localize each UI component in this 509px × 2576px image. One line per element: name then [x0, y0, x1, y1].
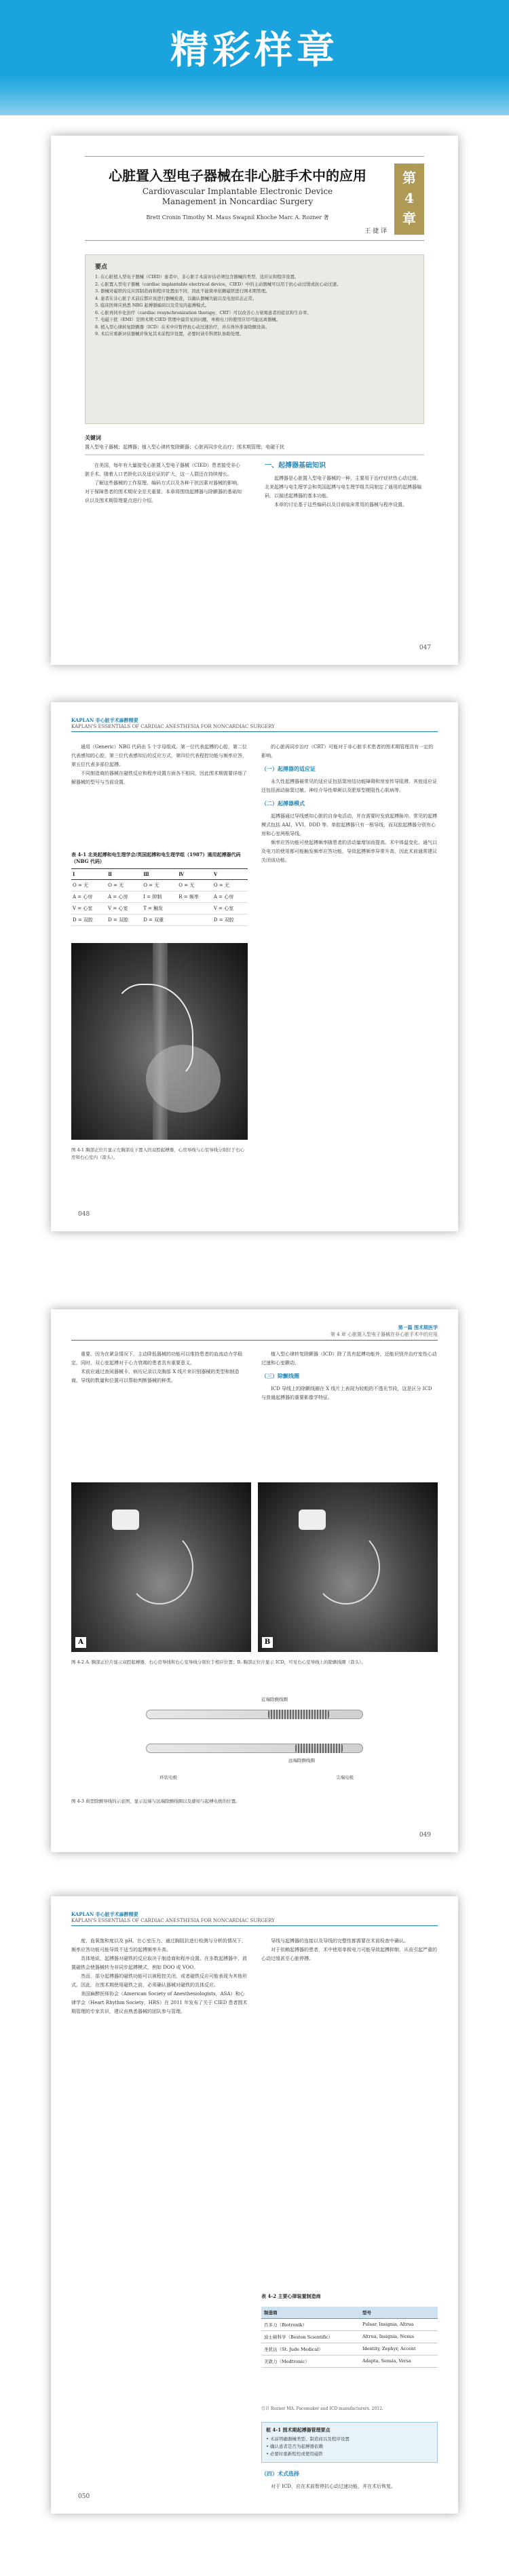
keywords-text: 置入型电子器械；起搏器；植入型心律转复除颤器；心脏再同步化治疗；围术期管理；电磁干扰 — [85, 444, 284, 450]
table-cell — [177, 915, 212, 926]
paragraph: 永久性起搏器最常见的适应证包括窦房结功能障碍和房室传导阻滞。其他适应证还包括颈动脉窦过敏、神经介导性晕厥以及肥厚型梗阻性心肌病等。 — [261, 779, 437, 793]
paragraph: 植入型心律转复除颤器（ICD）除了具有起搏功能外，还能识别并治疗室性心动过速和心室颤动。 — [261, 1351, 437, 1366]
xray-lead-wire — [312, 1530, 380, 1604]
body-column-right — [261, 1937, 438, 1963]
table-caption: 表 4-1 北美起搏和电生理学会/英国起搏和电生理学组（1987）通用起搏器代码（NBG 代码） — [71, 851, 241, 864]
paragraph: 了解这些器械的工作原理、编码方式以及各种干扰因素对器械的影响，对于保障患者的围术期安全至关重要。本章将围绕起搏器与除颤器的基础知识以及围术期管理要点进行介绍。 — [85, 480, 242, 503]
table-row — [71, 903, 248, 915]
table-cell: O = 无 — [177, 880, 212, 891]
running-header-cn: KAPLAN 非心脏手术麻醉精要 — [71, 717, 138, 723]
paragraph: 美国麻醉医师协会（American Society of Anesthesiologists，ASA）和心律学会（Heart Rhythm Society，HRS）在 2011 年发布了关于 CIED 患者围术期管理的专家共识，建议由熟悉器械的团队参与管理。 — [71, 1991, 248, 2014]
table-cell: D = 双重 — [142, 915, 177, 926]
body-column-right — [261, 1350, 438, 1402]
paragraph: ICD 导线上的除颤线圈在 X 线片上表现为较粗的不透光节段，这是区分 ICD 与普通起搏器的重要影像学特征。 — [261, 1386, 432, 1400]
banner-title: 精彩样章 — [170, 28, 339, 73]
running-header — [71, 1324, 438, 1341]
table-cell: O = 无 — [107, 880, 142, 891]
table-header-row — [261, 2307, 438, 2319]
subsection-title: （三）除颤线圈 — [261, 1372, 299, 1379]
table-row — [261, 2319, 438, 2331]
info-box-heading: 框 4-1 围术期起搏器管理要点 — [266, 2427, 331, 2433]
chapter-badge-number: 4 — [404, 190, 414, 206]
running-header — [71, 717, 438, 732]
sample-page-4 — [51, 1896, 458, 2514]
paragraph: 在美国，每年有大量接受心脏置入型电子器械（CIED）患者接受非心脏手术。随着人口老龄化以及适应证的扩大，这一人群还在持续增长。 — [85, 463, 240, 477]
body-column-left — [71, 1937, 248, 2016]
table-cell — [177, 903, 212, 915]
figure-caption: 图 4-1 胸部正位片显示左胸部皮下置入的双腔起搏器，心房导线与心室导线分别位于右心房和右心室内（箭头）。 — [71, 1147, 245, 1160]
chest-xray-image — [71, 943, 248, 1140]
body-column-left — [71, 743, 248, 787]
paragraph: 然而，部分起搏器的磁铁功能可以被程控关闭，或者磁铁反应可能表现为其他形式。因此，在围术期使用磁铁之前，必须确认器械对磁铁的具体反应。 — [71, 1974, 247, 1988]
table-row — [261, 2331, 438, 2343]
paragraph: 度、血氧饱和度以及 pH。在心室压力、通过胸阻抗进行检测与分析的情况下，频率应答功能可能导致不适当的起搏频率升高。 — [71, 1938, 246, 1953]
table-cell: R = 频率 — [177, 891, 212, 903]
table-cell: 圣犹达（St. Jude Medical） — [261, 2343, 360, 2356]
figure-label-a: A — [75, 1637, 86, 1648]
table-row — [261, 2343, 438, 2356]
defibrillator-lead-diagram — [132, 1689, 377, 1798]
running-header — [71, 1911, 438, 1926]
table-cell: O = 无 — [71, 880, 107, 891]
info-box-item: • 确认患者是否为起搏器依赖 — [266, 2444, 323, 2449]
subsection-title: （四）术式选择 — [261, 2470, 299, 2477]
table-cell: Pulsar, Insignia, Altrua — [360, 2319, 438, 2331]
lead-body — [146, 1710, 363, 1719]
chapter-badge-label-top: 第 — [402, 170, 416, 186]
table-cell: 美敦力（Medtronic） — [261, 2356, 360, 2368]
distal-coil — [295, 1744, 343, 1753]
paragraph: 具体地说，起搏器对磁铁的反应取决于制造商和程序设置。在多数起搏器中，放置磁铁会使器械转为非同步起搏模式，例如 DOO 或 VOO。 — [71, 1956, 247, 1970]
table-cell: A = 心房 — [212, 891, 248, 903]
diagram-label: 远端除颤线圈 — [288, 1758, 315, 1763]
key-point: 6. 心脏再同步化治疗（cardiac resynchronization therapy，CRT）可以改善心力衰竭患者的症状和生存率。 — [95, 309, 312, 315]
section-title: 一、起搏器基础知识 — [265, 462, 326, 469]
diagram-label: 近端除颤线圈 — [261, 1697, 288, 1702]
table-cell: O = 无 — [212, 880, 248, 891]
chapter-badge — [394, 164, 424, 235]
body-column-left — [71, 1350, 248, 1385]
table-cell: 百多力（Biotronik） — [261, 2319, 360, 2331]
page-number: 048 — [78, 1211, 90, 1218]
table-cell: D = 双腔 — [212, 915, 248, 926]
paragraph: 对于依赖起搏器的患者，术中使用单极电刀可能导致起搏抑制，从而引起严重的心动过缓甚至心脏停搏。 — [261, 1947, 437, 1961]
table-cell: V = 心室 — [212, 903, 248, 915]
table-cell: V = 心室 — [71, 903, 107, 915]
table-row — [71, 891, 248, 903]
running-header-part: 第一篇 围术期医学 — [398, 1324, 438, 1330]
table-cell: V = 心室 — [107, 903, 142, 915]
info-box — [261, 2422, 438, 2463]
table-header-row — [71, 869, 248, 880]
table-header-cell: 制造商 — [261, 2307, 360, 2319]
table-header-cell: 型号 — [360, 2307, 438, 2319]
sample-page-3 — [51, 1309, 458, 1852]
sample-page-2 — [51, 702, 458, 1231]
key-point: 3. 器械对磁铁的反应因制造商和程序设置而不同，因此不能简单依赖磁铁进行围术期管理。 — [95, 288, 270, 294]
diagram-label: 尖端电极 — [336, 1775, 354, 1780]
chapter-translator: 王 捷 译 — [364, 228, 387, 235]
table-cell: A = 心房 — [107, 891, 142, 903]
paragraph: 起搏器通过导线感知心脏的自身电活动，并在需要时发放起搏脉冲。常见的起搏模式包括 AAI、VVI、DDD 等。单腔起搏器只有一根导线，而双腔起搏器分别有心房和心室两根导线。 — [261, 813, 437, 837]
key-points-box — [85, 254, 424, 424]
table-cell: A = 心房 — [71, 891, 107, 903]
paragraph: 频率应答功能可使起搏频率随患者的活动量增加而提高。术中体温变化、通气以及电刀的使用都可能触发频率应答功能，导致起搏频率异常升高，因此术前通常建议关闭该功能。 — [261, 840, 437, 863]
diagram-label: 环状电极 — [159, 1775, 177, 1780]
chapter-title-box — [85, 156, 424, 241]
table-cell: Adapta, Sensia, Versa — [360, 2356, 438, 2368]
xray-device — [112, 1510, 139, 1530]
running-header-en: KAPLAN'S ESSENTIALS OF CARDIAC ANESTHESIA FOR NONCARDIAC SURGERY — [71, 724, 275, 729]
page-number: 050 — [78, 2493, 90, 2500]
xray-device — [299, 1510, 326, 1530]
table-header-cell: Ⅰ — [71, 869, 107, 880]
key-point: 8. 植入型心律转复除颤器（ICD）在术中应暂停抗心动过速治疗，并在体外准备除颤设备。 — [95, 324, 270, 330]
table-header-cell: Ⅱ — [107, 869, 142, 880]
key-point: 9. 术后应重新评估器械并恢复其术前程序设置，必要时请专科团队协助处理。 — [95, 331, 244, 337]
xray-lead-wire — [126, 1530, 193, 1604]
table-cell: O = 无 — [142, 880, 177, 891]
body-column-right — [265, 461, 424, 510]
table-header-cell: Ⅴ — [212, 869, 248, 880]
table-header-cell: Ⅳ — [177, 869, 212, 880]
xray-pacer-lead — [112, 984, 193, 1079]
chapter-title-en — [85, 187, 390, 207]
running-header-chapter: 第 4 章 心脏置入型电子器械在非心脏手术中的应用 — [330, 1332, 438, 1337]
paragraph: 重要。因为在紧急情况下，主动降低器械的功能可以维持患者的血流动力学稳定。同时，双心室起搏对于心力衰竭的患者具有重要意义。 — [71, 1351, 242, 1366]
paragraph: 导线与起搏器的连接以及导线的完整性都需要在术前检查中确认。 — [271, 1938, 409, 1944]
subsection-title: （一）起搏器的适应证 — [261, 765, 316, 772]
paragraph: 对于 ICD，应在术前暂停抗心动过速功能，并在术后恢复。 — [271, 2484, 396, 2489]
figure-caption: 图 4-3 典型除颤导线的示意图，显示近端与远端除颤线圈以及感知与起搏电极的位置。 — [71, 1799, 240, 1804]
keywords-heading: 关键词 — [85, 434, 101, 441]
table-row — [71, 915, 248, 926]
subsection-title: （二）起搏器模式 — [261, 800, 305, 807]
running-header-en: KAPLAN'S ESSENTIALS OF CARDIAC ANESTHESIA FOR NONCARDIAC SURGERY — [71, 1918, 275, 1923]
key-point: 4. 患者在非心脏手术前后都应该进行器械检查，以确认器械功能以及电池状态正常。 — [95, 295, 257, 301]
table-cell: Altrua, Insignia, Nexus — [360, 2331, 438, 2343]
running-header-cn: KAPLAN 非心脏手术麻醉精要 — [71, 1911, 138, 1917]
figure-caption: 图 4-2 A. 胸部正位片显示双腔起搏器，右心房导线和右心室导线分别位于相应位置；B. 胸部正位片显示 ICD，可见右心室导线上的除颤线圈（箭头）。 — [71, 1659, 366, 1665]
manufacturer-table — [261, 2307, 438, 2368]
chapter-authors: Brett Cronin Timothy M. Maus Swapnil Khoche Marc A. Rozner 著 — [146, 214, 329, 220]
chest-xray-b — [258, 1482, 438, 1652]
body-column-right-lower — [261, 2469, 438, 2491]
table-cell: 波士顿科学（Boston Scientific） — [261, 2331, 360, 2343]
figure-label-b: B — [262, 1637, 273, 1648]
paragraph: 起搏器是心脏置入型电子器械的一种，主要用于治疗症状性心动过缓。北美起搏与电生理学会和英国起搏与电生理学组共同制定了通用的起搏器编码，以描述起搏器的基本功能。 — [265, 476, 421, 499]
key-point: 7. 电磁干扰（EMI）是围术期 CIED 管理中最常见的问题，单极电刀的使用应尽可能远离器械。 — [95, 317, 281, 322]
chest-xray-a — [71, 1482, 251, 1652]
table-caption: 表 4-2 主要心律装置制造商 — [261, 2293, 321, 2299]
keywords — [85, 434, 424, 455]
table-cell: I = 抑制 — [142, 891, 177, 903]
body-column-left — [85, 461, 244, 505]
chapter-badge-label-bottom: 章 — [402, 210, 416, 227]
sample-page-1 — [51, 136, 458, 665]
chapter-title-en-line-1: Cardiovascular Implantable Electronic Device — [142, 187, 333, 196]
nbg-code-table — [71, 868, 248, 926]
key-point: 2. 心脏置入型电子器械（cardiac implantable electrical device，CIED）中的主动器械可以用于抗心动过缓或抗心动过速。 — [95, 281, 341, 287]
table-row — [71, 880, 248, 891]
info-box-item: • 术前明确器械类型、制造商以及程序设置 — [266, 2436, 350, 2442]
paragraph: 本章的讨论基于这些编码以及目前临床常用的器械与程序设置。 — [274, 502, 407, 507]
banner-photo-strip — [0, 75, 509, 115]
info-box-item: • 必要时重新程控或使用磁铁 — [266, 2451, 323, 2457]
key-points-heading: 要点 — [95, 264, 108, 271]
chapter-title-cn: 心脏置入型电子器械在非心脏手术中的应用 — [109, 168, 366, 184]
paragraph: 的心脏再同步治疗（CRT）可能对于非心脏手术患者的围术期管理具有一定的影响。 — [261, 744, 434, 758]
table-header-cell: Ⅲ — [142, 869, 177, 880]
table-cell: D = 双腔 — [107, 915, 142, 926]
paragraph: 术前应通过查阅器械卡、病历记录以及胸部 X 线片来识别器械的类型和制造商。导线的数量和位置可以帮助判断器械的种类。 — [71, 1369, 240, 1383]
banner — [0, 0, 509, 115]
table-row — [261, 2356, 438, 2368]
table-cell: T = 触发 — [142, 903, 177, 915]
paragraph: 不同制造商的器械在磁铁反应和程序设置方面各不相同，因此围术期需要详细了解器械的型号与当前设置。 — [71, 771, 247, 785]
page-number: 049 — [419, 1832, 431, 1839]
table-cell: Identity, Zephyr, Accent — [360, 2343, 438, 2356]
table-note: 引自 Rozner MA. Pacemaker and ICD manufacturers. 2012. — [261, 2406, 383, 2411]
table-cell: D = 双腔 — [71, 915, 107, 926]
chapter-title-en-line-2: Management in Noncardiac Surgery — [162, 197, 314, 206]
proximal-coil — [268, 1710, 329, 1719]
body-column-right — [261, 743, 438, 865]
paragraph: 通用（Generic）NBG 代码由 5 个字母组成。第一位代表起搏的心腔，第二位代表感知的心腔，第三位代表感知后的反应方式，第四位代表程控功能与频率应答，第五位代表多部位起搏。 — [71, 744, 248, 767]
key-point: 5. 临床医师应熟悉 NBG 起搏器编码以及常见的起搏模式。 — [95, 303, 210, 308]
key-point: 1. 在心脏植入型电子器械（CIED）患者中，非心脏手术前评估必须包含器械的类型、适应证和程序设置。 — [95, 274, 299, 280]
page-number: 047 — [419, 645, 431, 651]
